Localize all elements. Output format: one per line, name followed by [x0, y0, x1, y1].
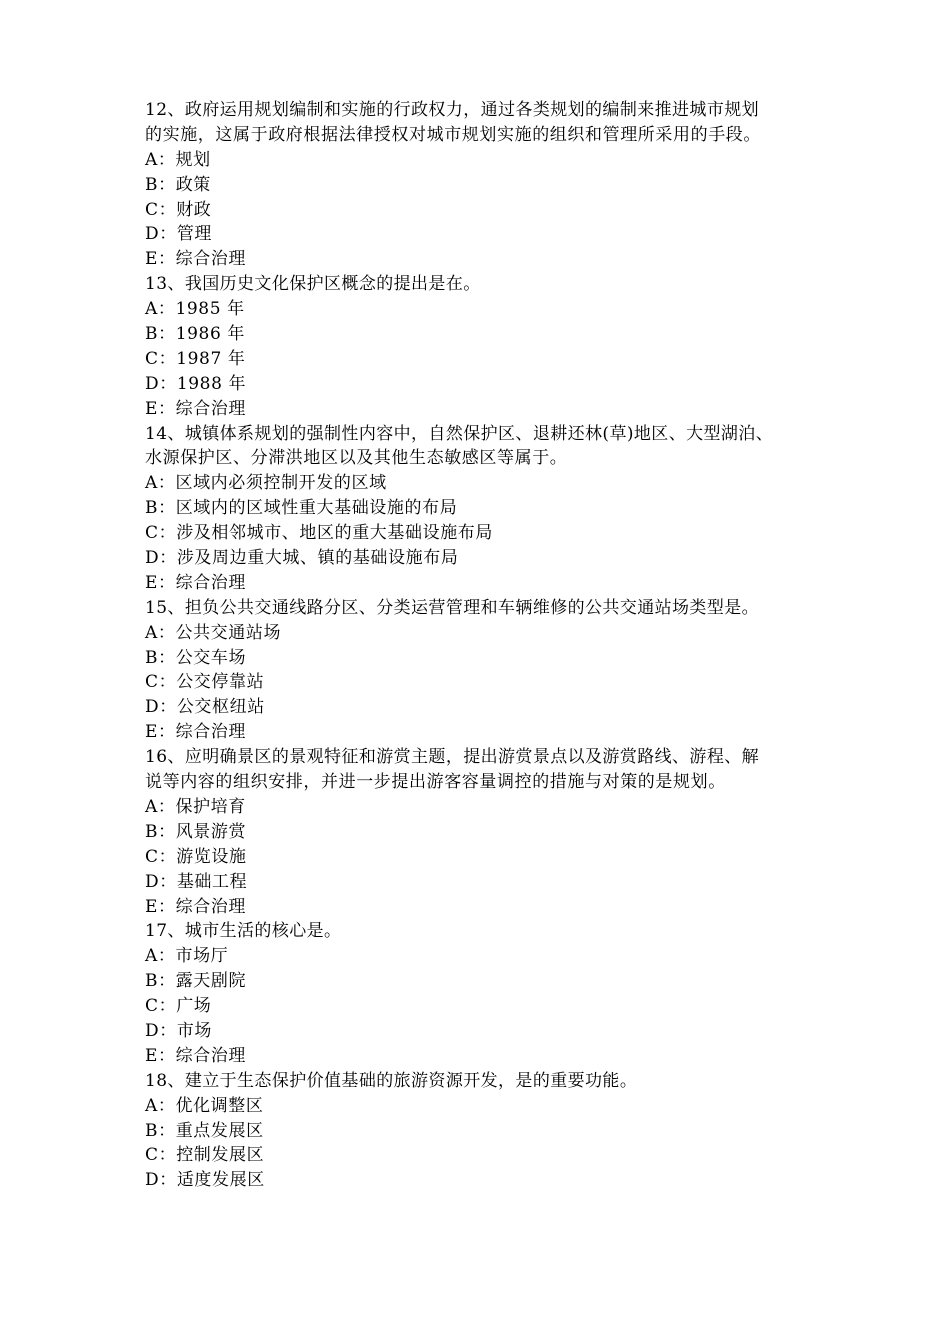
option-d: D：公交枢纽站 — [145, 697, 265, 718]
option-c: C：1987 年 — [145, 348, 246, 369]
option-c: C：游览设施 — [145, 846, 247, 867]
option-b: B：公交车场 — [145, 647, 247, 668]
option-b: B：风景游赏 — [145, 821, 247, 842]
option-e: E：综合治理 — [145, 1045, 247, 1066]
question-18 — [145, 1069, 820, 1193]
option-c: C：公交停靠站 — [145, 672, 265, 693]
question-text-line: 水源保护区、分滞洪地区以及其他生态敏感区等属于。 — [145, 448, 568, 469]
option-e: E：综合治理 — [145, 249, 247, 270]
question-text-line: 17、城市生活的核心是。 — [145, 921, 342, 942]
question-15 — [145, 596, 820, 745]
question-16 — [145, 745, 820, 919]
option-d: D：管理 — [145, 224, 213, 245]
option-b: B：区域内的区域性重大基础设施的布局 — [145, 498, 458, 519]
document-page — [145, 98, 820, 1193]
option-d: D：1988 年 — [145, 373, 247, 394]
option-a: A：保护培育 — [145, 796, 246, 817]
option-d: D：基础工程 — [145, 871, 248, 892]
option-b: B：重点发展区 — [145, 1120, 264, 1141]
question-text-line: 14、城镇体系规划的强制性内容中，自然保护区、退耕还林(草)地区、大型湖泊、 — [145, 423, 774, 444]
question-text-line: 15、担负公共交通线路分区、分类运营管理和车辆维修的公共交通站场类型是。 — [145, 597, 760, 618]
question-text-line: 13、我国历史文化保护区概念的提出是在。 — [145, 274, 481, 295]
question-17 — [145, 919, 820, 1068]
option-b: B：政策 — [145, 174, 211, 195]
option-d: D：涉及周边重大城、镇的基础设施布局 — [145, 548, 459, 569]
option-c: C：广场 — [145, 996, 212, 1017]
question-text-line: 12、政府运用规划编制和实施的行政权力，通过各类规划的编制来推进城市规划 — [145, 100, 760, 120]
question-text-line: 的实施，这属于政府根据法律授权对城市规划实施的组织和管理所采用的手段。 — [145, 124, 761, 145]
option-b: B：露天剧院 — [145, 971, 247, 992]
question-12 — [145, 98, 820, 272]
question-14 — [145, 422, 820, 596]
question-text-line: 18、建立于生态保护价值基础的旅游资源开发，是的重要功能。 — [145, 1070, 638, 1091]
option-a: A：优化调整区 — [145, 1095, 264, 1116]
option-e: E：综合治理 — [145, 398, 247, 419]
option-a: A：1985 年 — [145, 299, 245, 320]
option-e: E：综合治理 — [145, 722, 247, 743]
question-text-line: 说等内容的组织安排，并进一步提出游客容量调控的措施与对策的是规划。 — [145, 772, 726, 793]
question-13 — [145, 272, 820, 421]
option-a: A：规划 — [145, 149, 211, 170]
option-d: D：市场 — [145, 1020, 213, 1041]
option-c: C：控制发展区 — [145, 1145, 265, 1166]
option-b: B：1986 年 — [145, 324, 245, 345]
option-a: A：市场厅 — [145, 946, 229, 967]
option-c: C：涉及相邻城市、地区的重大基础设施布局 — [145, 523, 494, 544]
question-text-line: 16、应明确景区的景观特征和游赏主题，提出游赏景点以及游赏路线、游程、解 — [145, 747, 760, 768]
option-e: E：综合治理 — [145, 896, 247, 917]
option-e: E：综合治理 — [145, 572, 247, 593]
option-c: C：财政 — [145, 199, 212, 220]
option-d: D：适度发展区 — [145, 1170, 265, 1191]
option-a: A：区域内必须控制开发的区域 — [145, 473, 387, 494]
option-a: A：公共交通站场 — [145, 622, 282, 643]
